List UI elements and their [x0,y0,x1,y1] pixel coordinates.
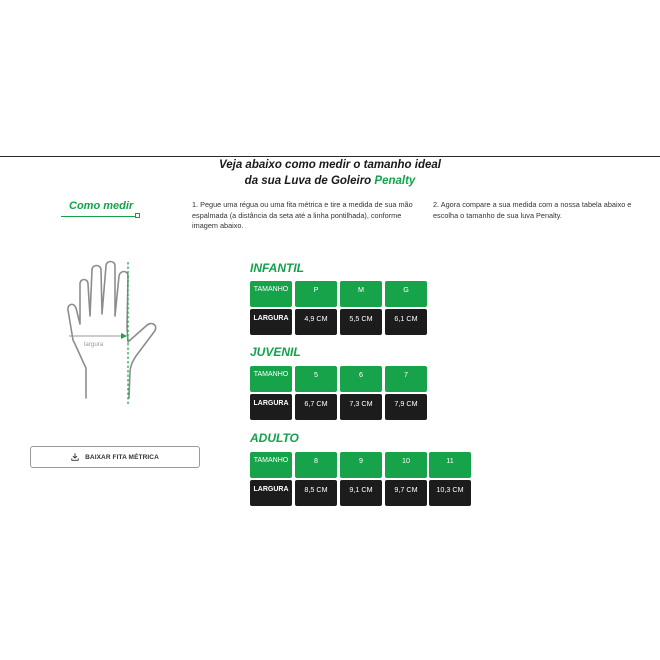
adulto-width-cell: 10,3 CM [429,480,471,506]
underline-end-marker [135,213,140,218]
infantil-size-cell: P [295,281,337,307]
brand-name: Penalty [374,175,416,187]
adulto-size-row-label: TAMANHO [250,452,292,478]
juvenil-width-cell: 6,7 CM [295,394,337,420]
hand-outline-icon [60,258,170,408]
infantil-width-row-label: LARGURA [250,309,292,335]
infantil-size-row-label: TAMANHO [250,281,292,307]
instruction-step-1: 1. Pegue uma régua ou uma fita métrica e tire a medida de sua mão espalmada (a distância da seta até a linha pontilhada), conforme imagem abaixo. [192,200,413,230]
download-measuring-tape-button[interactable] [30,446,200,468]
infantil-width-cell: 6,1 CM [385,309,427,335]
juvenil-width-row-label: LARGURA [250,394,292,420]
adulto-width-cell: 9,7 CM [385,480,427,506]
download-icon [71,453,79,461]
adulto-size-cell: 8 [295,452,337,478]
download-button-label: BAIXAR FITA MÉTRICA [85,453,159,461]
adulto-width-row-label: LARGURA [250,480,292,506]
adulto-width-cell: 9,1 CM [340,480,382,506]
section-title-infantil: INFANTIL [250,261,304,275]
instruction-step-2: 2. Agora compare a sua medida com a nossa tabela abaixo e escolha o tamanho de sua luva Penalty. [433,200,632,220]
infantil-width-cell: 5,5 CM [340,309,382,335]
page-title [0,157,660,189]
infantil-width-cell: 4,9 CM [295,309,337,335]
juvenil-width-cell: 7,3 CM [340,394,382,420]
juvenil-width-cell: 7,9 CM [385,394,427,420]
adulto-size-cell: 9 [340,452,382,478]
adulto-size-cell: 10 [385,452,427,478]
juvenil-size-row-label: TAMANHO [250,366,292,392]
heading-underline [61,216,137,217]
juvenil-size-cell: 5 [295,366,337,392]
section-title-adulto: ADULTO [250,431,299,445]
title-line-2-text: da sua Luva de Goleiro [244,175,375,187]
juvenil-size-cell: 6 [340,366,382,392]
title-line-1: Veja abaixo como medir o tamanho ideal [219,159,441,171]
title-line-2 [0,173,660,189]
section-title-juvenil: JUVENIL [250,345,301,359]
width-label: largura [84,341,104,348]
adulto-width-cell: 8,5 CM [295,480,337,506]
infantil-size-cell: M [340,281,382,307]
how-to-measure-heading: Como medir [69,200,134,212]
juvenil-size-cell: 7 [385,366,427,392]
adulto-size-cell: 11 [429,452,471,478]
infantil-size-cell: G [385,281,427,307]
